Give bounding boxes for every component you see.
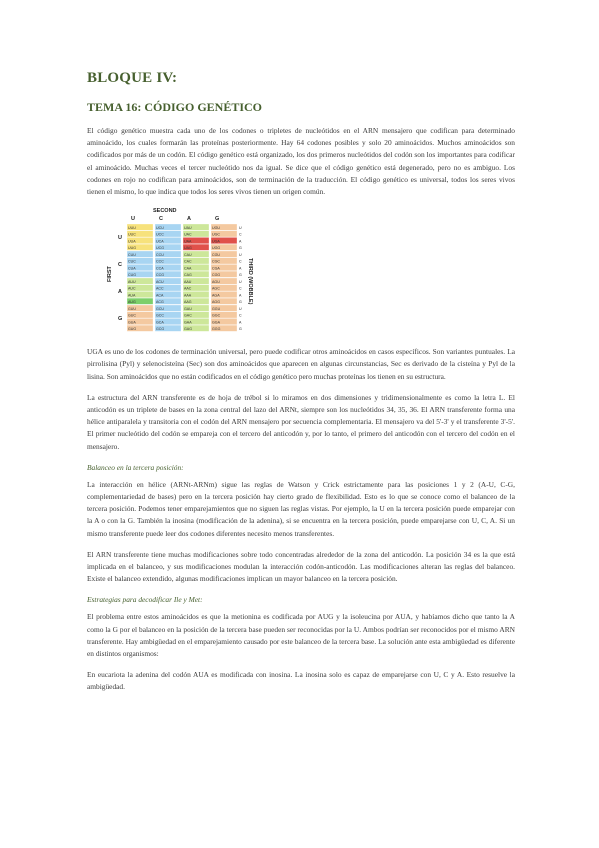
codon-label: CUU [128,253,136,258]
wobble-subtitle: Balanceo en la tercera posición: [87,462,184,472]
codon-label: CCA [156,266,164,271]
codon-label: UGG [212,246,221,251]
intro-paragraph: El código genético muestra cada uno de los codones o tripletes de nucleótidos en el ARN mensajero que codifican para determinado aminoácido, los cuales formarán las proteínas posteriormente. Hay 64 codones posibles y solo 20 aminoácidos. Muchos aminoácidos son codificados por más de un codón. El código genético está organizado, los dos primeros nucleótidos del codón son los importantes para codificar el aminoácido. Muchas veces el tercer nucleótido nos da igual. Se dice que el código genético está degenerado, pero no es ambiguo. Los codones en rojo no codifican para aminoácidos, son de terminación de la traducción. El código genético es universal, todos los seres vivos tienen el mismo, lo que indica que todos los seres vivos tienen un origen común. [87,126,515,197]
wobble-paragraph-2: El ARN transferente tiene muchas modificaciones sobre todo concentradas alrededor de la zona del anticodón. La posición 34 es la que está implicada en el balanceo, y sus modificaciones modulan la interacción codón-anticodón. Las modificaciones alteran las reglas del balanceo. Existe el balanceo extendido, algunas modificaciones implican un mayor balanceo en la tercera posición. [87,549,515,584]
codon-label: AUG [128,300,136,305]
codon-label: UGU [212,226,220,231]
codon-label: CAU [184,253,192,258]
codon-label: GAC [184,313,192,318]
codon-label: UAG [184,246,192,251]
first-base-A: A [118,289,122,296]
codon-label: GUC [128,313,136,318]
codon-label: AGG [212,300,220,305]
third-base-A: A [239,266,242,271]
codon-label: CAC [184,259,192,264]
codon-label: CAG [184,273,192,278]
third-base-U: U [239,280,242,285]
codon-label: ACA [156,293,164,298]
first-position-label: FIRST [107,266,113,283]
codon-label: UCG [156,246,164,251]
ile-met-subtitle: Estrategias para decodificar Ile y Met: [87,595,203,605]
codon-label: GCG [156,327,165,332]
third-base-U: U [239,226,242,231]
first-base-C: C [118,262,122,269]
codon-label: UUA [128,239,136,244]
codon-label: AAG [184,300,192,305]
codon-label: UGC [212,232,220,237]
third-base-U: U [239,307,242,312]
codon-label: CGU [212,253,220,258]
codon-label: ACU [156,280,164,285]
second-base-A: A [187,216,191,223]
codon-label: AUC [128,286,136,291]
codon-label: CGC [212,259,220,264]
codon-label: GGC [212,313,221,318]
codon-label: UUG [128,246,136,251]
third-base-G: G [239,246,242,251]
codon-label: UAA [184,239,192,244]
codon-label: GUG [128,327,137,332]
codon-label: GGU [212,307,221,312]
third-base-A: A [239,239,242,244]
codon-table-image [103,204,253,336]
codon-label: CAA [184,266,192,271]
topic-heading: TEMA 16: CÓDIGO GENÉTICO [87,100,263,114]
third-position-label: THIRD (WOBBLE) [247,258,253,305]
codon-label: CCG [156,273,164,278]
third-base-C: C [239,259,242,264]
codon-label: CUC [128,259,136,264]
codon-label: GAA [184,320,192,325]
third-base-C: C [239,232,242,237]
first-base-U: U [118,235,122,242]
codon-label: UAU [184,226,192,231]
codon-label: CUG [128,273,136,278]
wobble-paragraph-1: La interacción en hélice (ARNt-ARNm) sigue las reglas de Watson y Crick estrictamente para las posiciones 1 y 2 (A-U, C-G, complementariedad de bases) pero en la tercera posición hay cierto grado de flexibilidad. Esto es lo que se conoce como el balanceo de la tercera posición. Podemos tener emparejamientos que no siguen las reglas vistas. Por ejemplo, la U en la tercera posición puede emparejar con la A o con la G. También la inosina (modificación de la adenina), si se encuentra en la tercera posición, puede emparejarse con U, C, A. Si un mismo transferente puede leer dos codones diferentes necesito menos transferentes. [87,479,515,538]
codon-label: AGA [212,293,220,298]
codon-label: UCU [156,226,164,231]
document-page [87,70,515,694]
codon-label: UAC [184,232,192,237]
codon-label: CCC [156,259,164,264]
first-base-G: G [118,316,123,323]
codon-label: CGG [212,273,221,278]
codon-label: GCA [156,320,164,325]
codon-label: GUU [128,307,136,312]
third-base-C: C [239,313,242,318]
codon-label: UUU [128,226,136,231]
second-position-label: SECOND [153,208,177,215]
codon-label: AAU [184,280,192,285]
ile-met-paragraph: El problema entre estos aminoácidos es que la metionina es codificada por AUG y la isoleucina por AUA, y habíamos dicho que tanto la A como la G por el balanceo en la posición de la tercera base pueden ser reconocidas por la U. Ambos podrían ser reconocidos por el mismo ARN transferente. Hay ambigüedad en el emparejamiento causado por este balanceo de la tercera base. La solución ante esta ambigüedad es diferente en distintos organismos: [87,612,515,659]
third-base-C: C [239,286,242,291]
codon-label: UGA [212,239,220,244]
codon-label: ACC [156,286,164,291]
second-base-G: G [215,216,220,223]
codon-label: CCU [156,253,164,258]
trna-paragraph: La estructura del ARN transferente es de hoja de trébol si lo miramos en dos dimensiones y tridimensionalmente es como la letra L. El anticodón es un triplete de bases en la zona central del lazo del ARNt, siempre son los nucleótidos 34, 35, 36. El ARN transferente forma una hélice antiparalela y transitoria con el codón del ARN mensajero por secuencia complementaria. El mensajero va del 5'-3' y el transferente 3'-5'. El primer nucleótido del codón se empareja con el tercero del anticodón y, por lo tanto, el primero del anticodón con el tercero del codón en el mensajero. [87,392,515,451]
codon-label: CUA [128,266,136,271]
codon-label: GGG [212,327,221,332]
codon-label: AUU [128,280,136,285]
codon-label: GGA [212,320,220,325]
codon-label: GAU [184,307,192,312]
codon-label: ACG [156,300,164,305]
block-heading: BLOQUE IV: [87,70,178,86]
third-base-A: A [239,320,242,325]
codon-label: UCA [156,239,164,244]
codon-label: AAC [184,286,192,291]
second-base-U: U [131,216,135,223]
codon-label: CGA [212,266,220,271]
third-base-G: G [239,300,242,305]
codon-label: GCU [156,307,164,312]
codon-label: AGC [212,286,220,291]
uga-paragraph: UGA es uno de los codones de terminación universal, pero puede codificar otros aminoácidos en casos específicos. Son variantes puntuales. La pirrolisina (Pyl) y selenocisteína (Sec) son dos aminoácidos que aparecen en algunas circunstancias, Sec es derivado de la cisteína y Pyl de la lisina. Son aminoácidos que no están codificados en el código genético pero muchas proteínas los tienen en su estructura. [87,347,515,381]
third-base-A: A [239,293,242,298]
genetic-code-figure [103,204,253,336]
codon-label: GAG [184,327,192,332]
third-base-G: G [239,273,242,278]
codon-label: AGU [212,280,220,285]
codon-label: AAA [184,293,192,298]
codon-label: GCC [156,313,164,318]
codon-label: GUA [128,320,136,325]
eukaryote-paragraph: En eucariota la adenina del codón AUA es modificada con inosina. La inosina solo es capaz de emparejarse con U, C y A. Esto resuelve la ambigüedad. [87,670,515,692]
third-base-U: U [239,253,242,258]
third-base-G: G [239,327,242,332]
codon-label: UCC [156,232,164,237]
second-base-C: C [159,216,163,223]
codon-label: UUC [128,232,136,237]
codon-label: AUA [128,293,136,298]
